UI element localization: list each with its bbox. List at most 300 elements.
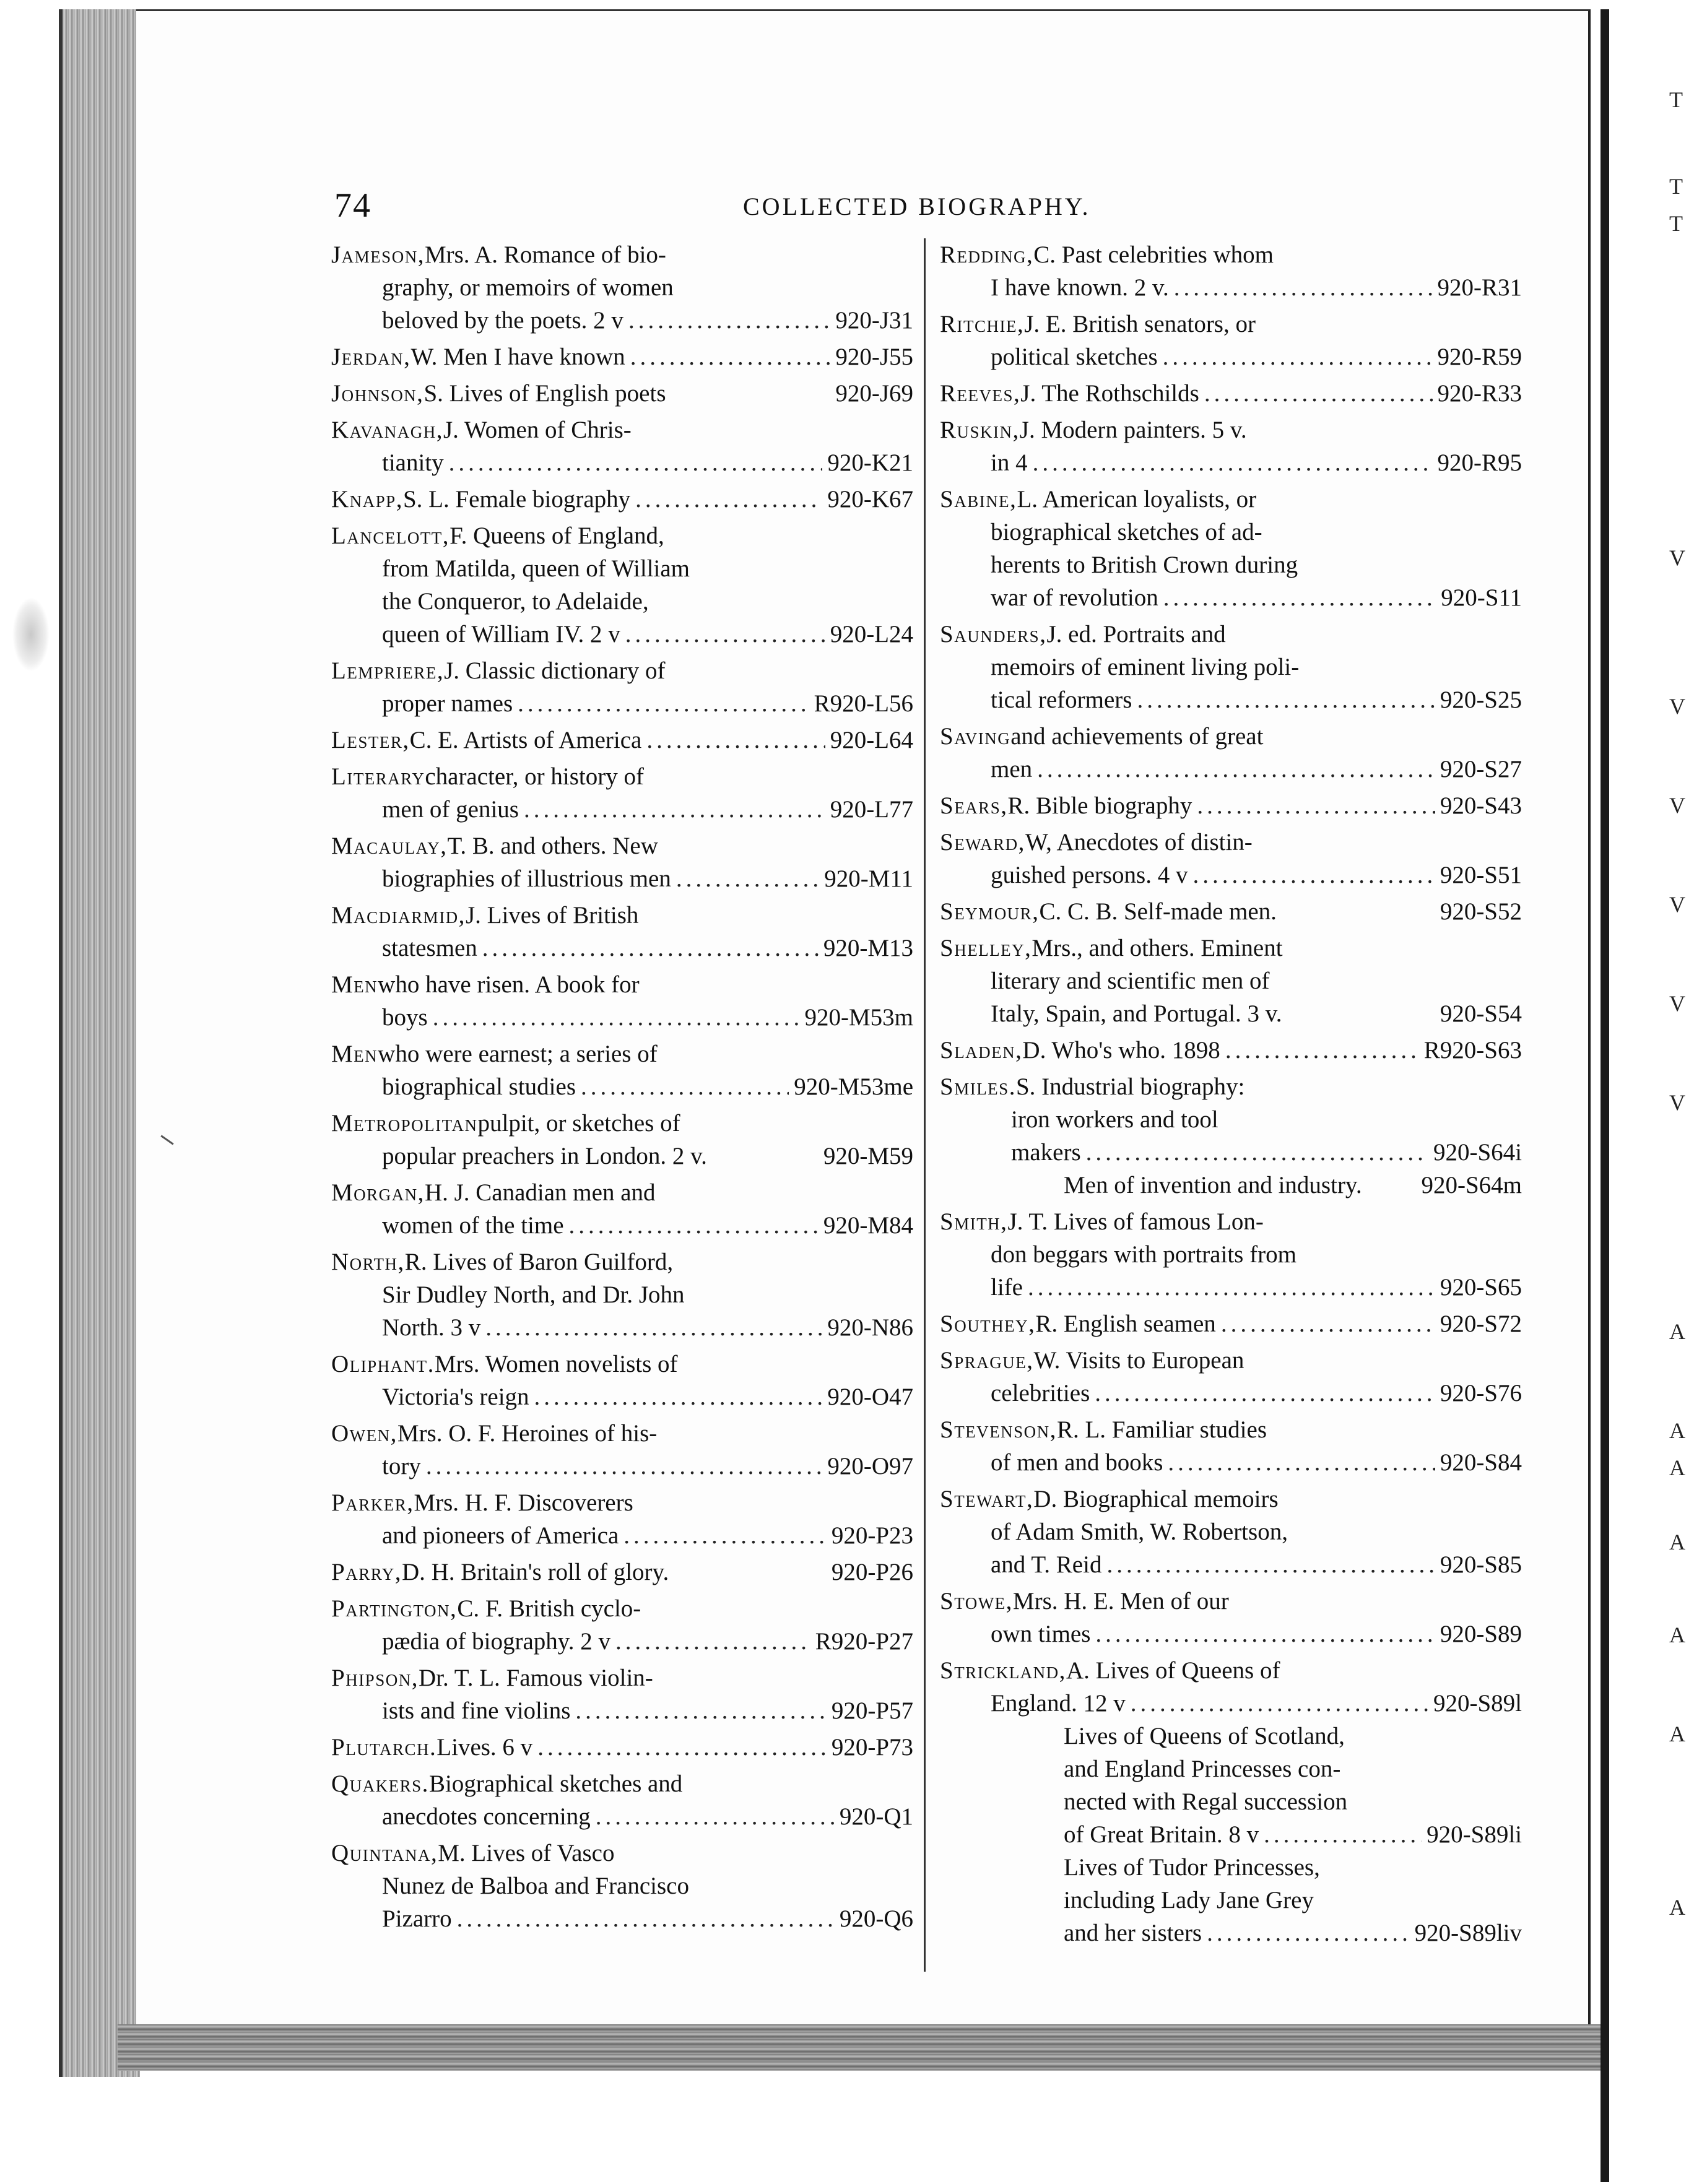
call-number: 920-S72	[1440, 1311, 1522, 1337]
entry-text: queen of William IV. 2 v	[382, 621, 620, 648]
entry-line	[331, 1694, 913, 1727]
call-number: 920-R31	[1437, 274, 1522, 301]
entry-text: Mrs. H. E. Men of our	[1012, 1588, 1229, 1614]
entry-text: graphy, or memoirs of women	[382, 274, 674, 301]
call-number: 920-M53m	[804, 1004, 913, 1031]
call-number: 920-J31	[835, 307, 913, 334]
catalog-entry	[940, 932, 1522, 1030]
call-number: 920-Q1	[839, 1803, 913, 1830]
catalog-entry	[940, 1483, 1522, 1581]
catalog-entry	[940, 720, 1522, 786]
entry-line	[940, 859, 1522, 891]
entry-text: S. Industrial biography:	[1015, 1073, 1245, 1100]
entry-heading: Smiles.	[940, 1073, 1016, 1100]
leader-dots	[1264, 1818, 1422, 1851]
catalog-entry	[940, 1070, 1522, 1202]
entry-text: popular preachers in London. 2 v.	[382, 1143, 707, 1169]
entry-text: of Great Britain. 8 v	[1064, 1821, 1259, 1848]
entry-line	[331, 618, 913, 651]
entry-text: L. American loyalists, or	[1017, 486, 1257, 513]
entry-line	[331, 1107, 913, 1140]
entry-line	[940, 1070, 1522, 1103]
entry-text: of men and books	[991, 1449, 1163, 1476]
catalog-entry	[331, 654, 913, 720]
edge-letter: A	[1669, 1722, 1685, 1746]
entry-line	[331, 1038, 913, 1070]
entry-text: Sir Dudley North, and Dr. John	[382, 1281, 685, 1308]
leader-dots	[676, 862, 819, 895]
entry-heading: Plutarch.	[331, 1734, 437, 1761]
edge-letter: V	[1669, 793, 1685, 818]
call-number: 920-S85	[1440, 1551, 1522, 1578]
entry-text: biographies of illustrious men	[382, 865, 671, 892]
leader-dots	[1028, 1271, 1435, 1304]
leader-dots	[482, 932, 819, 964]
entry-text: biographical studies	[382, 1073, 576, 1100]
entry-text: C. F. British cyclo-	[457, 1595, 641, 1622]
entry-line	[331, 793, 913, 826]
entry-line	[331, 1070, 913, 1103]
call-number: 920-S65	[1440, 1274, 1522, 1301]
entry-text: from Matilda, queen of William	[382, 555, 690, 582]
entry-text: I have known. 2 v.	[991, 274, 1169, 301]
entry-line	[940, 1136, 1522, 1169]
leader-dots	[1163, 340, 1433, 373]
entry-heading: Quakers.	[331, 1770, 429, 1797]
entry-heading: Macdiarmid,	[331, 902, 466, 929]
entry-line	[940, 1344, 1522, 1377]
catalog-entry	[940, 483, 1522, 614]
entry-line	[331, 1176, 913, 1209]
entry-line	[940, 1205, 1522, 1238]
catalog-entry	[331, 1731, 913, 1764]
entry-heading: Ritchie,	[940, 311, 1025, 337]
call-number: 920-O97	[827, 1453, 913, 1480]
entry-line	[940, 1785, 1522, 1818]
call-number: 920-L24	[830, 621, 913, 648]
call-number: 920-P26	[831, 1559, 913, 1585]
entry-line	[331, 1519, 913, 1552]
entry-heading: Partington,	[331, 1595, 458, 1622]
catalog-entry	[331, 1038, 913, 1103]
edge-letter: V	[1669, 694, 1685, 719]
leader-dots	[1033, 446, 1433, 479]
binding-edge	[1601, 9, 1609, 2182]
leader-dots	[433, 1001, 800, 1034]
entry-line	[331, 1140, 913, 1172]
entry-line	[331, 238, 913, 271]
leader-dots	[1137, 683, 1435, 716]
entry-text: M. Lives of Vasco	[438, 1840, 615, 1866]
edge-letter: A	[1669, 1623, 1685, 1647]
leader-dots	[534, 1380, 823, 1413]
leader-dots	[1192, 859, 1435, 891]
entry-text: memoirs of eminent living poli-	[991, 654, 1300, 680]
entry-text: Lives. 6 v	[437, 1734, 533, 1761]
entry-line	[940, 1917, 1522, 1949]
catalog-entry	[331, 340, 913, 373]
edge-letter: A	[1669, 1455, 1685, 1480]
leader-dots	[1168, 1446, 1435, 1479]
entry-heading: Stevenson,	[940, 1416, 1057, 1443]
call-number: 920-S84	[1440, 1449, 1522, 1476]
call-number: 920-M59	[823, 1143, 913, 1169]
entry-line	[940, 651, 1522, 683]
entry-line	[331, 1417, 913, 1450]
edge-letter: T	[1669, 174, 1683, 199]
entry-heading: Seward,	[940, 829, 1025, 856]
entry-line	[331, 968, 913, 1001]
entry-line	[940, 548, 1522, 581]
catalog-entry	[331, 483, 913, 516]
entry-line	[940, 271, 1522, 304]
entry-heading: Sladen,	[940, 1037, 1023, 1064]
entry-heading: Morgan,	[331, 1179, 425, 1206]
entry-text: tical reformers	[991, 687, 1132, 713]
entry-text: life	[991, 1274, 1023, 1301]
edge-letter: A	[1669, 1530, 1685, 1554]
catalog-entry	[331, 1348, 913, 1413]
catalog-entry	[940, 1307, 1522, 1340]
entry-heading: Southey,	[940, 1311, 1036, 1337]
catalog-entry	[940, 414, 1522, 479]
entry-text: makers	[1011, 1139, 1081, 1166]
entry-heading: Literary	[331, 763, 425, 790]
entry-line	[331, 1209, 913, 1242]
entry-line	[940, 340, 1522, 373]
entry-text: including Lady Jane Grey	[1064, 1887, 1314, 1913]
call-number: 920-Q6	[839, 1905, 913, 1932]
entry-text: Nunez de Balboa and Francisco	[382, 1873, 689, 1899]
entry-line	[331, 1870, 913, 1902]
entry-text: war of revolution	[991, 584, 1158, 611]
entry-text: H. J. Canadian men and	[424, 1179, 656, 1206]
call-number: 920-S43	[1440, 792, 1522, 819]
entry-line	[331, 1800, 913, 1833]
leader-dots	[1221, 1307, 1435, 1340]
entry-heading: Knapp,	[331, 486, 403, 513]
entry-line	[331, 1380, 913, 1413]
page-number: 74	[334, 186, 371, 225]
entry-heading: Shelley,	[940, 935, 1032, 961]
entry-text: R. L. Familiar studies	[1056, 1416, 1267, 1443]
entry-text: and England Princesses con-	[1064, 1756, 1341, 1782]
entry-heading: Jameson,	[331, 241, 425, 268]
entry-text: biographical sketches of ad-	[991, 519, 1262, 545]
entry-heading: Ruskin,	[940, 417, 1020, 443]
catalog-entry	[940, 1413, 1522, 1479]
call-number: 920-K67	[827, 486, 913, 513]
entry-line	[940, 238, 1522, 271]
entry-text: don beggars with portraits from	[991, 1241, 1297, 1268]
entry-heading: Sprague,	[940, 1347, 1034, 1374]
leader-dots	[524, 793, 825, 826]
call-number: 920-S64i	[1433, 1139, 1522, 1166]
entry-text: A. Lives of Queens of	[1066, 1657, 1280, 1684]
entry-line	[940, 1377, 1522, 1410]
entry-heading: Kavanagh,	[331, 417, 443, 443]
entry-text: D. Who's who. 1898	[1022, 1037, 1220, 1064]
entry-text: Mrs. H. F. Discoverers	[414, 1489, 633, 1516]
entry-text: W, Anecdotes of distin-	[1025, 829, 1253, 856]
entry-text: anecdotes concerning	[382, 1803, 591, 1830]
entry-line	[331, 1837, 913, 1870]
catalog-entry	[331, 238, 913, 337]
leader-dots	[537, 1731, 827, 1764]
entry-text: Mrs. Women novelists of	[434, 1351, 678, 1377]
entry-text: S. Lives of English poets	[423, 380, 666, 407]
entry-text: herents to British Crown during	[991, 552, 1298, 578]
entry-text: W. Visits to European	[1033, 1347, 1244, 1374]
leader-dots	[485, 1311, 822, 1344]
entry-line	[331, 340, 913, 373]
leader-dots	[635, 483, 822, 516]
entry-line	[940, 414, 1522, 446]
entry-text: J. Women of Chris-	[443, 417, 632, 443]
entry-line	[331, 483, 913, 516]
entry-text: Men of invention and industry.	[1064, 1172, 1362, 1198]
call-number: 920-L64	[830, 727, 913, 753]
entry-text: and achievements of great	[1010, 723, 1264, 750]
entry-line	[940, 1618, 1522, 1650]
entry-text: of Adam Smith, W. Robertson,	[991, 1519, 1288, 1545]
entry-line	[331, 1348, 913, 1380]
catalog-entry	[940, 1654, 1522, 1949]
catalog-entry	[331, 1767, 913, 1833]
entry-text: Italy, Spain, and Portugal. 3 v.	[991, 1000, 1282, 1027]
leader-dots	[1207, 1917, 1410, 1949]
call-number: 920-S52	[1440, 898, 1522, 925]
entry-text: J. Classic dictionary of	[444, 657, 666, 684]
entry-line	[940, 308, 1522, 340]
left-column	[331, 238, 913, 1939]
leader-dots	[1095, 1618, 1435, 1650]
entry-heading: Lempriere,	[331, 657, 445, 684]
leader-dots	[623, 1519, 827, 1552]
entry-text: ists and fine violins	[382, 1697, 571, 1724]
call-number: 920-J55	[835, 344, 913, 370]
catalog-entry	[940, 1344, 1522, 1410]
call-number: 920-R95	[1437, 449, 1522, 476]
entry-line	[940, 1413, 1522, 1446]
entry-line	[331, 724, 913, 756]
entry-text: statesmen	[382, 935, 477, 961]
entry-heading: Lester,	[331, 727, 410, 753]
entry-line	[331, 1001, 913, 1034]
entry-text: pulpit, or sketches of	[477, 1110, 680, 1137]
entry-heading: Saving	[940, 723, 1011, 750]
leader-dots	[1086, 1136, 1428, 1169]
entry-text: Mrs. O. F. Heroines of his-	[397, 1420, 658, 1447]
entry-line	[940, 1446, 1522, 1479]
entry-line	[331, 585, 913, 618]
entry-text: J. T. Lives of famous Lon-	[1007, 1208, 1264, 1235]
catalog-entry	[331, 830, 913, 895]
leader-dots	[1225, 1034, 1419, 1067]
catalog-entry	[940, 789, 1522, 822]
call-number: 920-K21	[827, 449, 913, 476]
entry-line	[940, 1585, 1522, 1618]
edge-letter: A	[1669, 1895, 1685, 1920]
catalog-entry	[940, 1034, 1522, 1067]
entry-line	[940, 618, 1522, 651]
leader-dots	[449, 446, 823, 479]
leader-dots	[1131, 1687, 1428, 1720]
call-number: R920-S63	[1423, 1037, 1522, 1064]
entry-text: tory	[382, 1453, 421, 1480]
catalog-entry	[331, 1592, 913, 1658]
leader-dots	[426, 1450, 823, 1483]
entry-line	[331, 1246, 913, 1278]
entry-heading: Seymour,	[940, 898, 1040, 925]
catalog-entry	[331, 377, 913, 410]
entry-line	[940, 1687, 1522, 1720]
entry-line	[940, 1753, 1522, 1785]
entry-heading: Owen,	[331, 1420, 397, 1447]
entry-line	[940, 483, 1522, 516]
leader-dots	[1037, 753, 1435, 786]
entry-line	[331, 1662, 913, 1694]
entry-text: W. Men I have known	[410, 344, 625, 370]
entry-text: Biographical sketches and	[428, 1770, 683, 1797]
entry-text: D. H. Britain's roll of glory.	[401, 1559, 669, 1585]
entry-line	[331, 899, 913, 932]
entry-text: Mrs. A. Romance of bio-	[424, 241, 666, 268]
entry-line	[940, 1884, 1522, 1917]
call-number: 920-M53me	[794, 1073, 913, 1100]
entry-text: own times	[991, 1621, 1091, 1647]
leader-dots	[596, 1800, 835, 1833]
entry-line	[331, 1767, 913, 1800]
entry-text: character, or history of	[425, 763, 644, 790]
edge-letter: V	[1669, 991, 1685, 1016]
catalog-entry	[331, 1107, 913, 1172]
entry-text: men	[991, 756, 1033, 782]
entry-text: boys	[382, 1004, 428, 1031]
entry-line	[331, 1902, 913, 1935]
entry-heading: Lancelott,	[331, 522, 450, 549]
catalog-entry	[940, 1585, 1522, 1650]
catalog-entry	[331, 1246, 913, 1344]
entry-line	[940, 1034, 1522, 1067]
call-number: 920-O47	[827, 1384, 913, 1410]
call-number: 920-S25	[1440, 687, 1522, 713]
entry-text: J. ed. Portraits and	[1046, 621, 1226, 648]
edge-letter: V	[1669, 545, 1685, 570]
entry-text: iron workers and tool	[1011, 1106, 1218, 1133]
call-number: 920-R33	[1437, 380, 1522, 407]
entry-text: proper names	[382, 690, 513, 717]
entry-heading: Stewart,	[940, 1486, 1034, 1512]
leader-dots	[1197, 789, 1435, 822]
catalog-entry	[331, 1662, 913, 1727]
entry-text: R. Lives of Baron Guilford,	[404, 1249, 674, 1275]
entry-line	[940, 1548, 1522, 1581]
entry-text: pædia of biography. 2 v	[382, 1628, 610, 1655]
entry-text: J. The Rothschilds	[1020, 380, 1199, 407]
call-number: 920-P73	[831, 1734, 913, 1761]
call-number: 920-S89li	[1427, 1821, 1522, 1848]
entry-line	[940, 377, 1522, 410]
entry-text: C. Past celebrities whom	[1033, 241, 1274, 268]
leader-dots	[575, 1694, 826, 1727]
entry-line	[331, 377, 913, 410]
call-number: R920-L56	[814, 690, 913, 717]
entry-text: in 4	[991, 449, 1028, 476]
entry-line	[331, 1731, 913, 1764]
entry-text: C. E. Artists of America	[409, 727, 642, 753]
entry-text: North. 3 v	[382, 1314, 481, 1341]
call-number: 920-J69	[835, 380, 913, 407]
entry-text: Dr. T. L. Famous violin-	[418, 1665, 653, 1691]
entry-line	[940, 1103, 1522, 1136]
call-number: 920-S89l	[1433, 1690, 1522, 1717]
entry-line	[940, 1169, 1522, 1202]
entry-line	[940, 997, 1522, 1030]
catalog-entry	[331, 1837, 913, 1935]
leader-dots	[630, 340, 831, 373]
call-number: 920-S76	[1440, 1380, 1522, 1406]
catalog-entry	[940, 895, 1522, 928]
catalog-entry	[331, 760, 913, 826]
entry-line	[331, 654, 913, 687]
entry-line	[331, 552, 913, 585]
entry-text: J. Lives of British	[465, 902, 639, 929]
entry-line	[940, 683, 1522, 716]
entry-line	[940, 753, 1522, 786]
entry-text: women of the time	[382, 1212, 564, 1239]
leader-dots	[1204, 377, 1433, 410]
entry-text: Victoria's reign	[382, 1384, 529, 1410]
entry-heading: Metropolitan	[331, 1110, 478, 1137]
entry-line	[331, 519, 913, 552]
page-edge-stack	[59, 9, 140, 2077]
edge-letter: V	[1669, 1090, 1685, 1115]
entry-heading: Men	[331, 971, 378, 998]
entry-text: Mrs., and others. Eminent	[1032, 935, 1283, 961]
catalog-entry	[331, 1176, 913, 1242]
catalog-entry	[940, 308, 1522, 373]
entry-heading: Sabine,	[940, 486, 1017, 513]
catalog-entry	[331, 519, 913, 651]
call-number: 920-S51	[1440, 862, 1522, 888]
entry-line	[331, 862, 913, 895]
entry-line	[940, 1851, 1522, 1884]
call-number: 920-M13	[823, 935, 913, 961]
leader-dots	[615, 1625, 810, 1658]
entry-heading: Quintana,	[331, 1840, 438, 1866]
catalog-entry	[331, 968, 913, 1034]
entry-line	[940, 789, 1522, 822]
entry-text: D. Biographical memoirs	[1033, 1486, 1279, 1512]
call-number: R920-P27	[815, 1628, 913, 1655]
call-number: 920-M11	[824, 865, 913, 892]
leader-dots	[646, 724, 825, 756]
leader-dots	[457, 1902, 835, 1935]
entry-text: beloved by the poets. 2 v	[382, 307, 623, 334]
entry-line	[331, 1556, 913, 1588]
leader-dots	[581, 1070, 789, 1103]
entry-line	[940, 932, 1522, 964]
entry-line	[940, 895, 1522, 928]
entry-line	[940, 1654, 1522, 1687]
entry-text: Pizarro	[382, 1905, 452, 1932]
entry-heading: Macaulay,	[331, 833, 448, 859]
edge-letter: T	[1669, 211, 1683, 236]
leader-dots	[1095, 1377, 1435, 1410]
catalog-entry	[940, 1205, 1522, 1304]
entry-heading: North,	[331, 1249, 405, 1275]
